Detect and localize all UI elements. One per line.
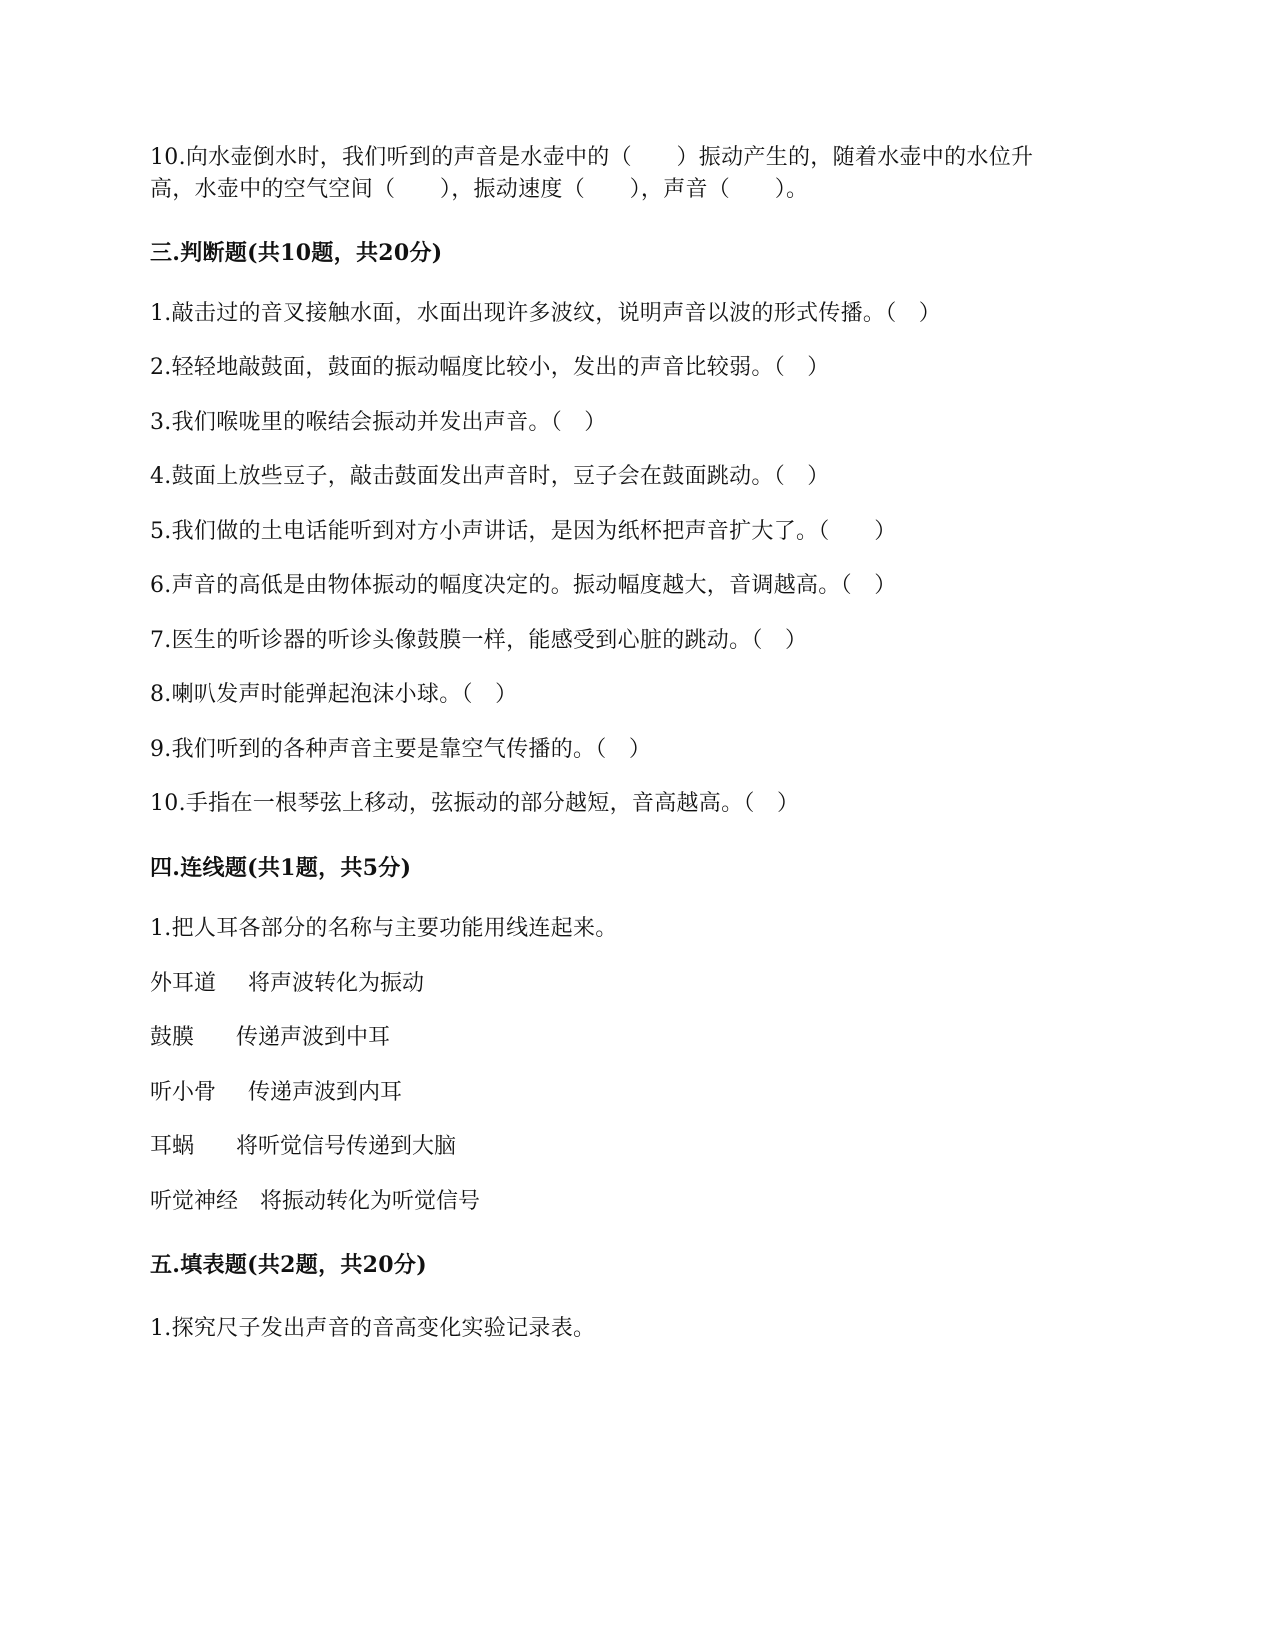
matching-right-function: 传递声波到内耳 bbox=[248, 1080, 403, 1105]
matching-row bbox=[150, 1022, 391, 1054]
matching-left-term: 鼓膜 bbox=[150, 1025, 195, 1050]
matching-right-function: 将听觉信号传递到大脑 bbox=[236, 1134, 457, 1159]
true-false-item-10: 10.手指在一根琴弦上移动，弦振动的部分越短，音高越高。（ ） bbox=[150, 791, 800, 816]
fill-question-10-line-1: 10.向水壶倒水时，我们听到的声音是水壶中的（ ）振动产生的，随着水壶中的水位升 bbox=[150, 145, 1034, 170]
true-false-item-2: 2.轻轻地敲鼓面，鼓面的振动幅度比较小，发出的声音比较弱。（ ） bbox=[150, 355, 830, 380]
true-false-item-7: 7.医生的听诊器的听诊头像鼓膜一样，能感受到心脏的跳动。（ ） bbox=[150, 628, 808, 653]
fill-question-10-line-2: 高，水壶中的空气空间（ ），振动速度（ ），声音（ ）。 bbox=[150, 177, 809, 202]
matching-right-function: 将声波转化为振动 bbox=[248, 971, 425, 996]
section-heading-true-false: 三.判断题(共10题，共20分) bbox=[150, 240, 443, 266]
true-false-item-3: 3.我们喉咙里的喉结会振动并发出声音。（ ） bbox=[150, 410, 607, 435]
matching-row bbox=[150, 968, 425, 1000]
true-false-item-5: 5.我们做的土电话能听到对方小声讲话，是因为纸杯把声音扩大了。（ ） bbox=[150, 519, 897, 544]
matching-right-function: 传递声波到中耳 bbox=[236, 1025, 391, 1050]
true-false-item-4: 4.鼓面上放些豆子，敲击鼓面发出声音时，豆子会在鼓面跳动。（ ） bbox=[150, 464, 830, 489]
matching-left-term: 外耳道 bbox=[150, 971, 217, 996]
matching-left-term: 听小骨 bbox=[150, 1080, 217, 1105]
section-heading-table-fill: 五.填表题(共2题，共20分) bbox=[150, 1252, 427, 1278]
matching-row bbox=[150, 1131, 457, 1163]
matching-right-function: 将振动转化为听觉信号 bbox=[260, 1189, 481, 1214]
matching-left-term: 听觉神经 bbox=[150, 1189, 239, 1214]
true-false-item-9: 9.我们听到的各种声音主要是靠空气传播的。（ ） bbox=[150, 737, 652, 762]
true-false-item-1: 1.敲击过的音叉接触水面，水面出现许多波纹，说明声音以波的形式传播。（ ） bbox=[150, 301, 942, 326]
section-heading-matching: 四.连线题(共1题，共5分) bbox=[150, 855, 412, 881]
matching-left-term: 耳蜗 bbox=[150, 1134, 195, 1159]
table-fill-question-1: 1.探究尺子发出声音的音高变化实验记录表。 bbox=[150, 1316, 596, 1341]
matching-row bbox=[150, 1186, 481, 1218]
true-false-item-6: 6.声音的高低是由物体振动的幅度决定的。振动幅度越大，音调越高。（ ） bbox=[150, 573, 897, 598]
true-false-item-8: 8.喇叭发声时能弹起泡沫小球。（ ） bbox=[150, 682, 518, 707]
matching-question-1: 1.把人耳各部分的名称与主要功能用线连起来。 bbox=[150, 916, 618, 941]
matching-row bbox=[150, 1077, 403, 1109]
